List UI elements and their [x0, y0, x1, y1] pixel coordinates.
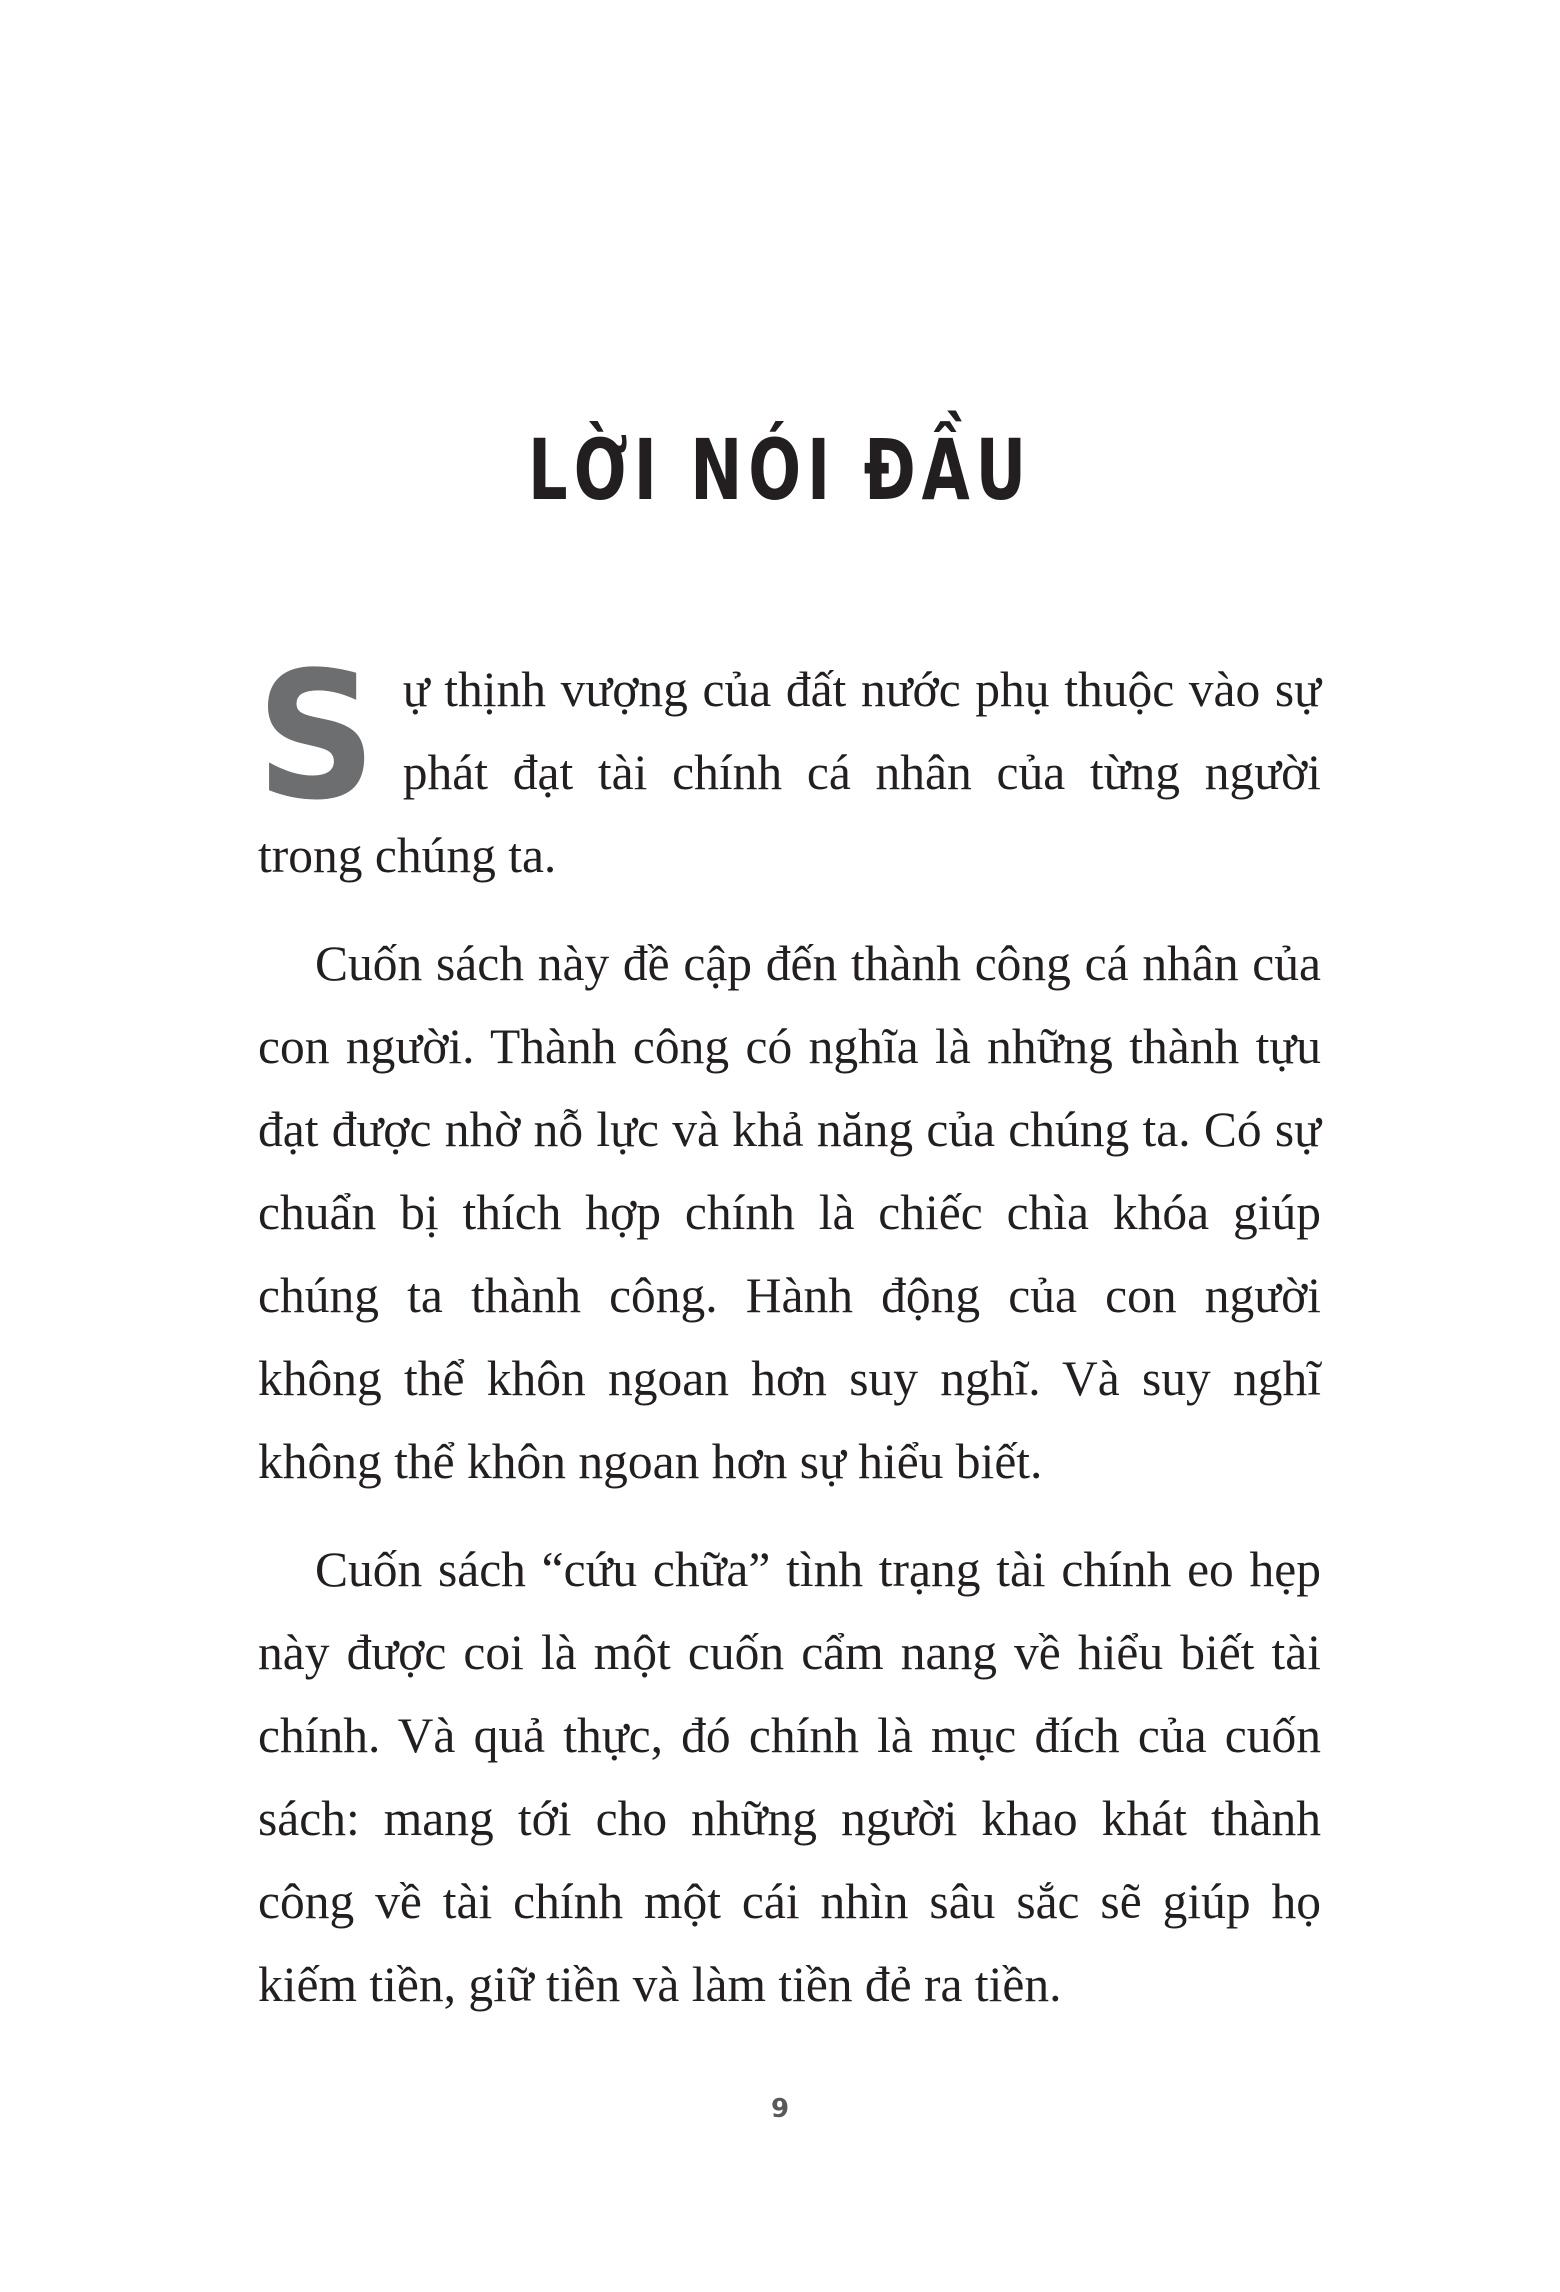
paragraph-intro: [256, 634, 1321, 897]
paragraph-success: Cuốn sách này đề cập đến thành công cá nhân của con người. Thành công có nghĩa là những thành tựu đạt được nhờ nỗ lực và khả năng của chúng ta. Có sự chuẩn bị thích hợp chính là chiếc chìa khóa giúp chúng ta thành công. Hành động của con người không thể khôn ngoan hơn suy nghĩ. Và suy nghĩ không thể khôn ngoan hơn sự hiểu biết.: [258, 936, 1321, 1489]
drop-cap-letter: S: [256, 634, 377, 839]
page-number: 9: [770, 2094, 790, 2124]
paragraph-intro-text: ự thịnh vượng của đất nước phụ thuộc vào sự phát đạt tài chính cá nhân của từng người trong chúng ta.: [258, 662, 1321, 883]
paragraph-purpose: Cuốn sách “cứu chữa” tình trạng tài chính eo hẹp này được coi là một cuốn cẩm nang về hiểu biết tài chính. Và quả thực, đó chính là mục đích của cuốn sách: mang tới cho những người khao khát thành công về tài chính một cái nhìn sâu sắc sẽ giúp họ kiếm tiền, giữ tiền và làm tiền đẻ ra tiền.: [258, 1542, 1321, 2012]
chapter-title: LỜI NÓI ĐẦU: [527, 421, 1033, 519]
body-text: [256, 634, 1321, 2026]
